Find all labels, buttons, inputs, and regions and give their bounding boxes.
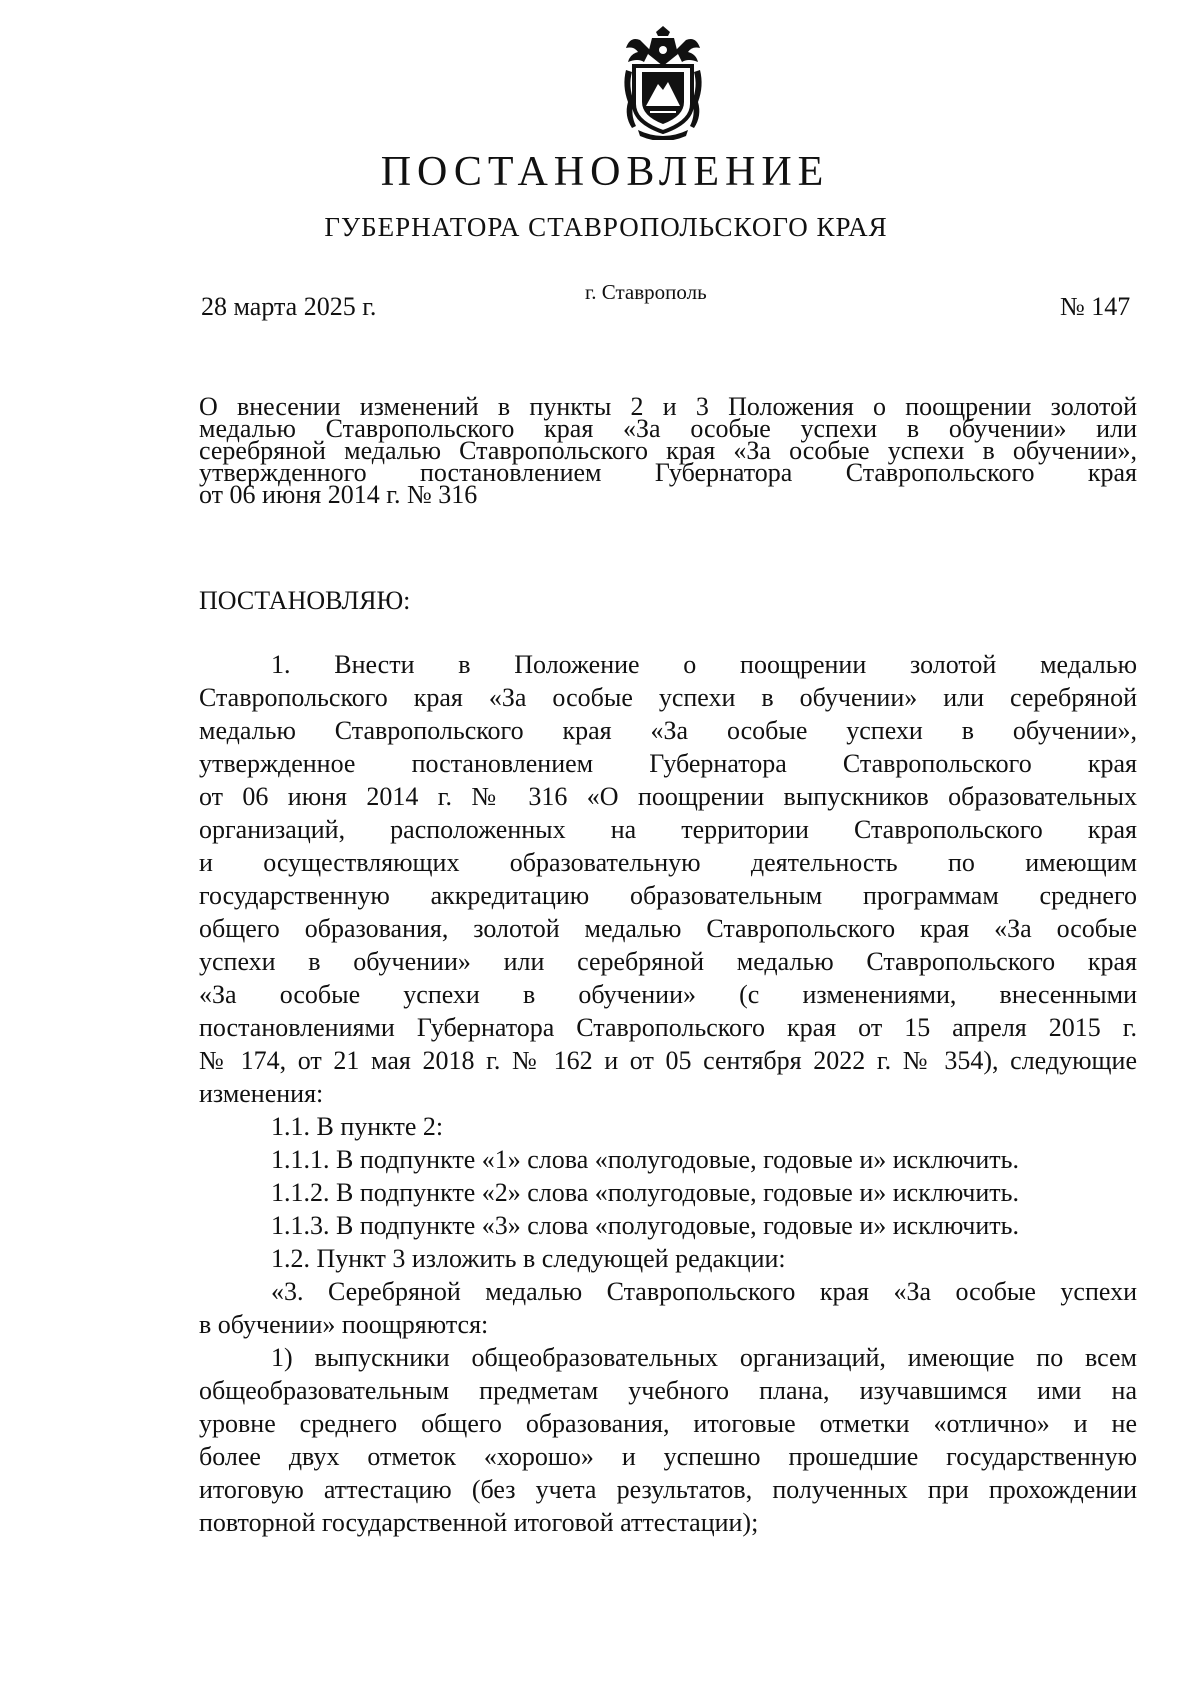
body-line: и осуществляющих образовательную деятельность по имеющим xyxy=(199,848,1137,877)
body-line: Ставропольского края «За особые успехи в обучении» или серебряной xyxy=(199,683,1137,712)
body-line: от 06 июня 2014 г. № 316 «О поощрении выпускников образовательных xyxy=(199,782,1137,811)
body-line: организаций, расположенных на территории Ставропольского края xyxy=(199,815,1137,844)
body-line: в обучении» поощряются: xyxy=(199,1310,489,1339)
paragraph-1-1: 1.1. В пункте 2: xyxy=(271,1112,444,1141)
body-line: постановлениями Губернатора Ставропольского края от 15 апреля 2015 г. xyxy=(199,1013,1137,1042)
body-line: утвержденное постановлением Губернатора Ставропольского края xyxy=(199,749,1137,778)
document-date: 28 марта 2025 г. xyxy=(201,292,377,321)
body-line: итоговую аттестацию (без учета результатов, полученных при прохождении xyxy=(199,1475,1137,1504)
subject-line: серебряной медалью Ставропольского края «За особые успехи в обучении», xyxy=(199,436,1137,465)
subject-line: медалью Ставропольского края «За особые успехи в обучении» или xyxy=(199,414,1137,443)
body-line: медалью Ставропольского края «За особые успехи в обучении», xyxy=(199,716,1137,745)
paragraph-3 xyxy=(199,1275,1137,1341)
decree-word: ПОСТАНОВЛЯЮ: xyxy=(199,586,411,615)
document-subject xyxy=(199,392,1137,509)
document-body xyxy=(199,648,1137,1539)
body-line: «За особые успехи в обучении» (с изменениями, внесенными xyxy=(199,980,1137,1009)
issuer-title: ГУБЕРНАТОРА СТАВРОПОЛЬСКОГО КРАЯ xyxy=(324,212,888,242)
subject-line: утвержденного постановлением Губернатора Ставропольского края xyxy=(199,458,1137,487)
paragraph-1 xyxy=(199,648,1137,1110)
body-line: государственную аккредитацию образовательным программам среднего xyxy=(199,881,1137,910)
body-line: 1) выпускники общеобразовательных организаций, имеющие по всем xyxy=(271,1343,1137,1372)
subject-line: от 06 июня 2014 г. № 316 xyxy=(199,480,478,509)
coat-of-arms-emblem xyxy=(620,26,706,140)
body-line: более двух отметок «хорошо» и успешно прошедшие государственную xyxy=(199,1442,1137,1471)
body-line: общеобразовательным предметам учебного плана, изучавшимся ими на xyxy=(199,1376,1137,1405)
document-number: № 147 xyxy=(1060,292,1131,321)
document-city: г. Ставрополь xyxy=(585,280,707,304)
body-line: общего образования, золотой медалью Ставропольского края «За особые xyxy=(199,914,1137,943)
paragraph-1-1-1: 1.1.1. В подпункте «1» слова «полугодовые, годовые и» исключить. xyxy=(271,1145,1019,1174)
body-line: повторной государственной итоговой аттестации); xyxy=(199,1508,759,1537)
paragraph-1-1-3: 1.1.3. В подпункте «3» слова «полугодовые, годовые и» исключить. xyxy=(271,1211,1019,1240)
body-line: «3. Серебряной медалью Ставропольского края «За особые успехи xyxy=(271,1277,1137,1306)
paragraph-1-2: 1.2. Пункт 3 изложить в следующей редакции: xyxy=(271,1244,786,1273)
paragraph-1-1-2: 1.1.2. В подпункте «2» слова «полугодовые, годовые и» исключить. xyxy=(271,1178,1019,1207)
body-line: № 174, от 21 мая 2018 г. № 162 и от 05 сентября 2022 г. № 354), следующие xyxy=(199,1046,1137,1075)
document-type-title: ПОСТАНОВЛЕНИЕ xyxy=(380,149,830,195)
body-line: уровне среднего общего образования, итоговые отметки «отлично» и не xyxy=(199,1409,1137,1438)
body-line: 1. Внести в Положение о поощрении золотой медалью xyxy=(271,650,1137,679)
body-line: успехи в обучении» или серебряной медалью Ставропольского края xyxy=(199,947,1137,976)
subject-line: О внесении изменений в пункты 2 и 3 Положения о поощрении золотой xyxy=(199,392,1137,421)
body-line: изменения: xyxy=(199,1079,324,1108)
paragraph-3-1 xyxy=(199,1341,1137,1539)
